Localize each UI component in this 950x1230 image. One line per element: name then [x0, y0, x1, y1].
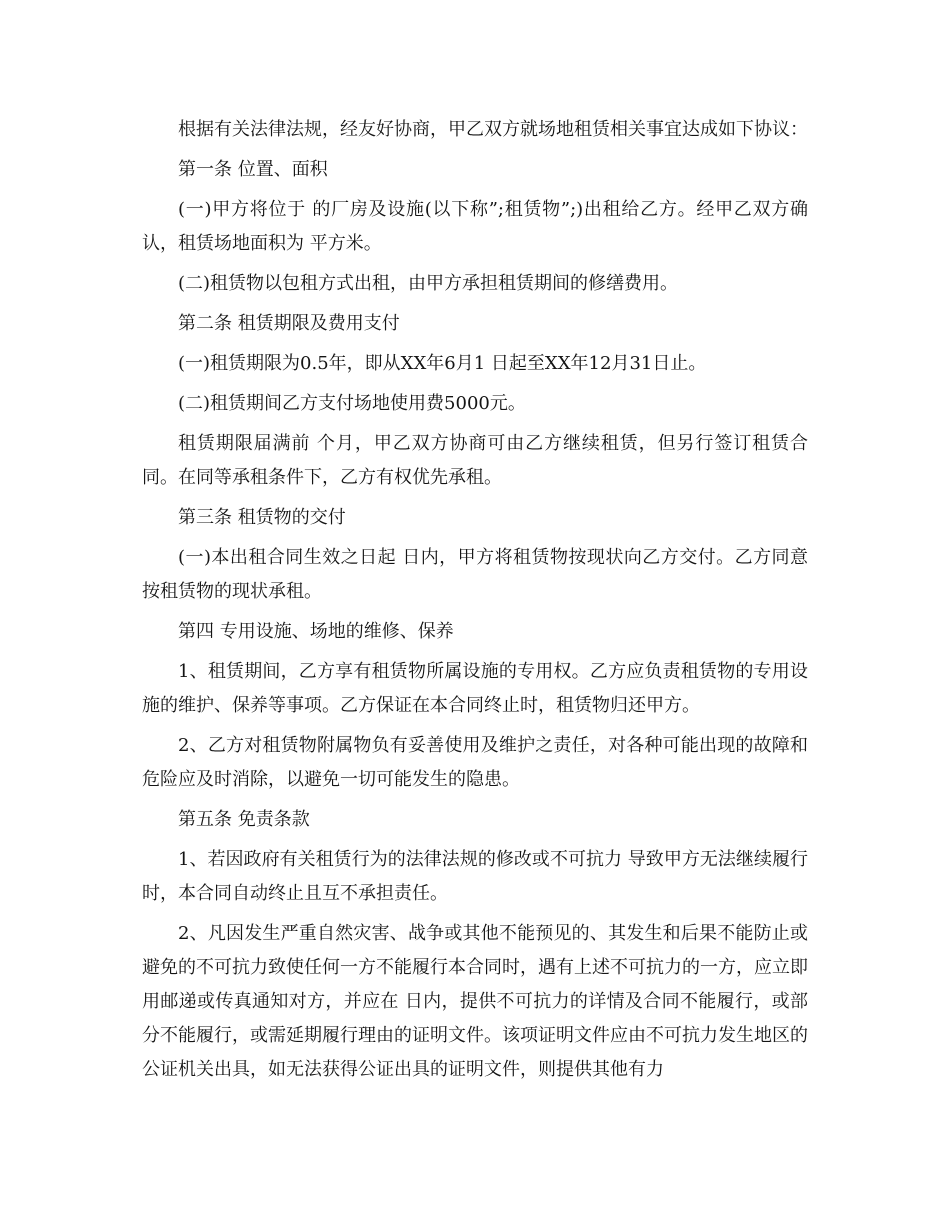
article-5-heading: 第五条 免责条款 [178, 809, 310, 830]
article-2-clause-1: (一)租赁期限为0.5年，即从XX年6月1 日起至XX年12月31日止。 [178, 353, 707, 374]
article-2-heading: 第二条 租赁期限及费用支付 [178, 313, 400, 334]
article-3-clause-1: (一)本出租合同生效之日起 日内，甲方将租赁物按现状向乙方交付。乙方同意按租赁物的现状承租。 [142, 547, 808, 602]
article-1-clause-1: (一)甲方将位于 的厂房及设施(以下称”;租赁物”;)出租给乙方。经甲乙双方确认，租赁场地面积为 平方米。 [142, 199, 808, 254]
article-4-clause-1: 1、租赁期间，乙方享有租赁物所属设施的专用权。乙方应负责租赁物的专用设施的维护、保养等事项。乙方保证在本合同终止时，租赁物归还甲方。 [142, 661, 808, 716]
article-4-clause-2: 2、乙方对租赁物附属物负有妥善使用及维护之责任，对各种可能出现的故障和危险应及时消除，以避免一切可能发生的隐患。 [142, 735, 808, 790]
article-2-renewal: 租赁期限届满前 个月，甲乙双方协商可由乙方继续租赁，但另行签订租赁合同。在同等承租条件下，乙方有权优先承租。 [142, 433, 808, 488]
article-5-clause-1: 1、若因政府有关租赁行为的法律法规的修改或不可抗力 导致甲方无法继续履行时，本合同自动终止且互不承担责任。 [142, 849, 808, 904]
document-body [142, 113, 808, 1093]
article-3-heading: 第三条 租赁物的交付 [178, 507, 346, 528]
article-4-heading: 第四 专用设施、场地的维修、保养 [178, 621, 454, 642]
paragraph-intro: 根据有关法律法规，经友好协商，甲乙双方就场地租赁相关事宜达成如下协议： [178, 119, 808, 140]
article-5-clause-2: 2、凡因发生严重自然灾害、战争或其他不能预见的、其发生和后果不能防止或避免的不可抗力致使任何一方不能履行本合同时，遇有上述不可抗力的一方，应立即用邮递或传真通知对方，并应在 日内，提供不可抗力的详情及合同不能履行，或部分不能履行，或需延期履行理由的证明文件。该项证明文件应由不可抗力发生地区的公证机关出具，如无法获得公证出具的证明文件，则提供其他有力 [142, 923, 808, 1080]
article-1-heading: 第一条 位置、面积 [178, 159, 328, 180]
article-1-clause-2: (二)租赁物以包租方式出租，由甲方承担租赁期间的修缮费用。 [178, 273, 679, 294]
article-2-clause-2: (二)租赁期间乙方支付场地使用费5000元。 [178, 393, 526, 414]
